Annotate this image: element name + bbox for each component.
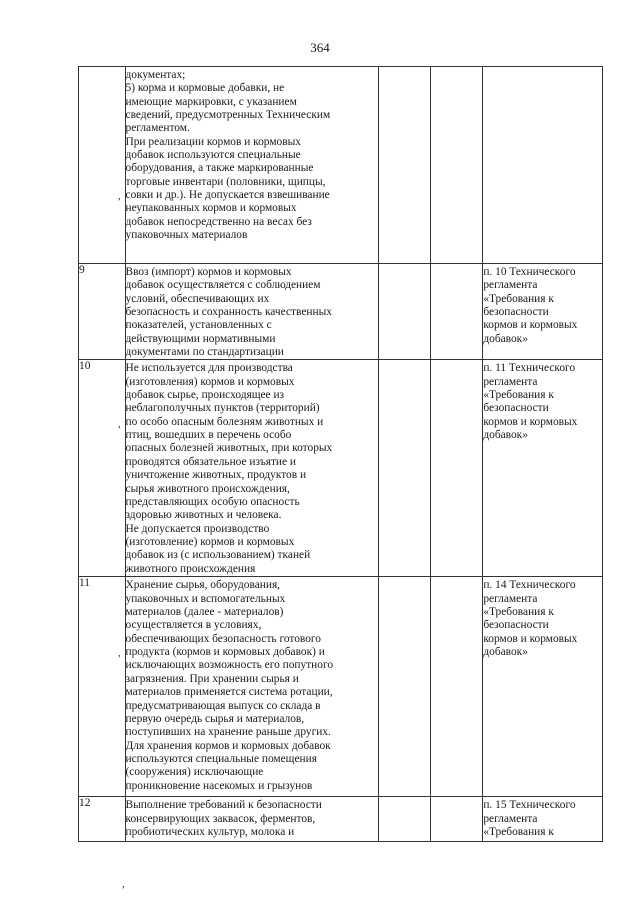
requirement-cell (125, 264, 379, 360)
table-row (79, 67, 603, 264)
scan-speck-mark: , (118, 418, 121, 430)
scan-speck-mark: , (118, 190, 121, 202)
row-number-cell: 9 (79, 264, 126, 360)
requirements-table (78, 66, 603, 842)
answer-no-cell[interactable] (431, 797, 483, 842)
answer-no-cell[interactable] (431, 577, 483, 797)
reference-cell (483, 577, 603, 797)
reference-text: п. 15 Технического регламента «Требования к (483, 799, 576, 839)
reference-cell (483, 67, 603, 264)
table-row (79, 360, 603, 577)
answer-yes-cell[interactable] (379, 577, 431, 797)
scan-speck-mark: , (118, 647, 121, 659)
reference-cell (483, 797, 603, 842)
reference-text: п. 14 Технического регламента «Требования к безопасности кормов и кормовых добавок» (483, 579, 578, 659)
row-number-cell: 11 (79, 577, 126, 797)
requirement-cell (125, 577, 379, 797)
answer-yes-cell[interactable] (379, 264, 431, 360)
row-number-cell: 10 (79, 360, 126, 577)
row-number-cell: 12 (79, 797, 126, 842)
requirement-text: Не используется для производства (изготовления) кормов и кормовых добавок сырье, происходящее из неблагополучных пунктов (территорий) по особо опасным болезням животных и птиц, вошедших в перечень особо опасных болезней животных, при которых проводятся обязательное изъятие и уничтожение животных, продуктов и сырья животного происхождения, представляющих особую опасность здоровью животных и человека. Не допускается производство (изготовление) кормов и кормовых добавок из (с использованием) тканей животного происхождения (125, 362, 333, 575)
reference-text: п. 10 Технического регламента «Требования к безопасности кормов и кормовых добавок» (483, 266, 578, 345)
requirement-text: Хранение сырья, оборудования, упаковочных и вспомогательных материалов (далее - материалов) осуществляется в условиях, обеспечивающих безопасность готового продукта (кормов и кормовых добавок) и исключающих возможность его попутного загрязнения. При хранении сырья и материалов применяется система ротации, предусматривающая выпуск со склада в первую очередь сырья и материалов, поступивших на хранение раньше других. Для хранения кормов и кормовых добавок используются специальные помещения (сооружения) исключающие проникновение насекомых и грызунов (125, 579, 334, 792)
answer-no-cell[interactable] (431, 264, 483, 360)
table-row (79, 577, 603, 797)
scan-speck-mark: , (122, 878, 125, 890)
reference-cell (483, 264, 603, 360)
requirement-cell (125, 67, 379, 264)
answer-yes-cell[interactable] (379, 360, 431, 577)
requirement-text: Ввоз (импорт) кормов и кормовых добавок осуществляется с соблюдением условий, обеспечивающих их безопасность и сохранность качественных показателей, установленных с действующими нормативными документами по стандартизации (125, 266, 332, 359)
answer-no-cell[interactable] (431, 360, 483, 577)
page-number: 364 (310, 40, 330, 55)
answer-yes-cell[interactable] (379, 67, 431, 264)
row-number-cell (79, 67, 126, 264)
answer-no-cell[interactable] (431, 67, 483, 264)
answer-yes-cell[interactable] (379, 797, 431, 842)
table-row (79, 797, 603, 842)
requirement-cell (125, 797, 379, 842)
reference-cell (483, 360, 603, 577)
requirement-text: документах; 5) корма и кормовые добавки, не имеющие маркировки, с указанием сведений, предусмотренных Техническим регламентом. При реализации кормов и кормовых добавок используются специальные оборудования, а также маркированные торговые инвентари (половники, щипцы, совки и др.). Не допускается взвешивание неупакованных кормов и кормовых добавок непосредственно на весах без упаковочных материалов (125, 69, 331, 242)
reference-text: п. 11 Технического регламента «Требования к безопасности кормов и кормовых добавок» (483, 362, 578, 442)
requirement-text: Выполнение требований к безопасности консервирующих заквасок, ферментов, пробиотических культур, молока и (125, 799, 322, 839)
table-row (79, 264, 603, 360)
requirement-cell (125, 360, 379, 577)
